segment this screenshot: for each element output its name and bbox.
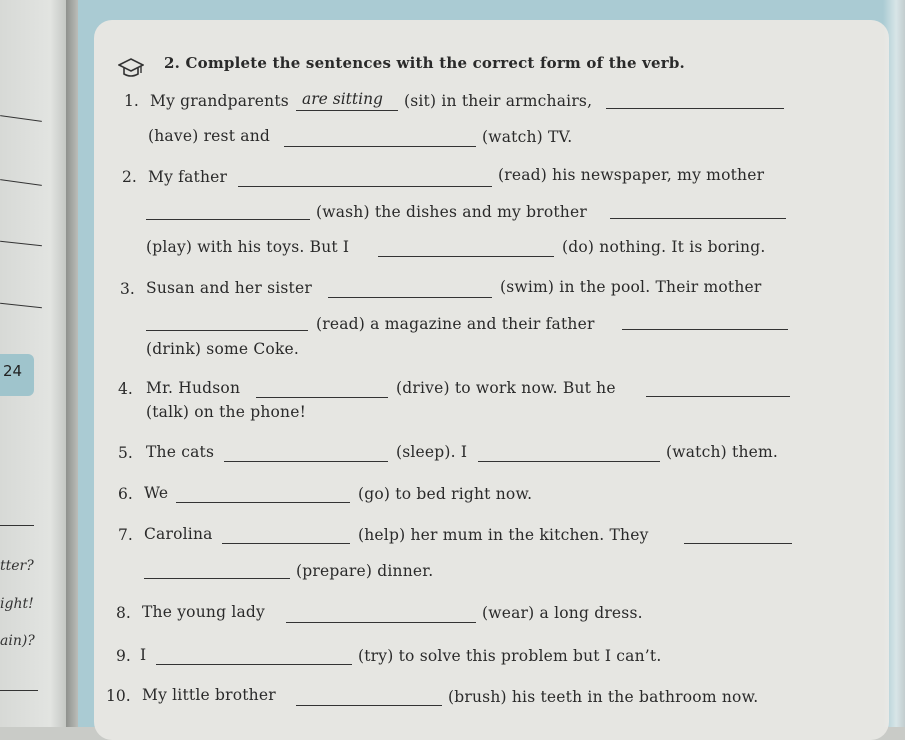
answer-blank[interactable] xyxy=(238,186,492,187)
page-number: 24 xyxy=(3,362,23,380)
item-text: Carolina xyxy=(144,525,213,543)
item-number: 7. xyxy=(118,526,133,544)
item-text: My grandparents xyxy=(150,92,289,110)
item-text: (help) her mum in the kitchen. They xyxy=(358,526,649,544)
answer-blank[interactable] xyxy=(684,543,792,544)
item-text: (wash) the dishes and my brother xyxy=(316,203,587,221)
item-text: Susan and her sister xyxy=(146,279,312,297)
item-text: The cats xyxy=(146,443,215,461)
item-text: (try) to solve this problem but I can’t. xyxy=(358,647,662,665)
answer-blank[interactable] xyxy=(224,461,388,462)
left-answer-line xyxy=(0,303,42,308)
item-text: (swim) in the pool. Their mother xyxy=(500,278,762,296)
answer-blank[interactable] xyxy=(156,664,352,665)
item-text: I xyxy=(140,646,147,664)
answer-blank[interactable] xyxy=(606,108,784,109)
left-answer-line xyxy=(0,115,42,122)
item-text: (sleep). I xyxy=(396,443,468,461)
answer-blank[interactable] xyxy=(378,256,554,257)
left-answer-line xyxy=(0,241,42,246)
answer-blank[interactable] xyxy=(146,219,310,220)
answer-blank[interactable] xyxy=(222,543,350,544)
answer-blank[interactable] xyxy=(328,297,492,298)
answer-blank[interactable] xyxy=(256,397,388,398)
item-number: 10. xyxy=(106,687,131,705)
graduation-cap-icon xyxy=(118,56,144,80)
item-text: We xyxy=(144,484,169,502)
item-text: (drink) some Coke. xyxy=(146,340,300,358)
left-text-fragment: ight! xyxy=(0,596,34,612)
answer-blank[interactable] xyxy=(286,622,476,623)
left-answer-line xyxy=(0,179,42,186)
item-text: (read) his newspaper, my mother xyxy=(498,166,765,184)
answer-blank[interactable] xyxy=(646,396,790,397)
item-text: (play) with his toys. But I xyxy=(146,238,350,256)
item-text: (have) rest and xyxy=(148,127,271,145)
left-text-fragment: tter? xyxy=(0,558,34,574)
answer-blank[interactable] xyxy=(296,705,442,706)
item-number: 5. xyxy=(118,444,133,462)
item-text: My father xyxy=(148,168,228,186)
item-text: (wear) a long dress. xyxy=(482,604,643,622)
item-text: (brush) his teeth in the bathroom now. xyxy=(448,688,759,706)
left-answer-line xyxy=(0,690,38,691)
item-number: 8. xyxy=(116,604,131,622)
left-text-fragment: ain)? xyxy=(0,633,35,649)
plastic-sleeve-edge xyxy=(883,0,905,727)
answer-blank[interactable] xyxy=(146,330,308,331)
item-number: 4. xyxy=(118,380,133,398)
answer-blank[interactable] xyxy=(622,329,788,330)
item-number: 3. xyxy=(120,280,135,298)
item-text: (do) nothing. It is boring. xyxy=(562,238,766,256)
item-number: 1. xyxy=(124,92,139,110)
answer-blank[interactable] xyxy=(284,146,476,147)
item-text: (drive) to work now. But he xyxy=(396,379,616,397)
answer-blank[interactable] xyxy=(296,110,398,111)
item-number: 9. xyxy=(116,647,131,665)
left-answer-line xyxy=(0,525,34,526)
item-text: (watch) TV. xyxy=(482,128,573,146)
item-number: 6. xyxy=(118,485,133,503)
item-text: (go) to bed right now. xyxy=(358,485,533,503)
item-text: (sit) in their armchairs, xyxy=(404,92,593,110)
answer-blank[interactable] xyxy=(610,218,786,219)
item-text: The young lady xyxy=(142,603,266,621)
item-text: (read) a magazine and their father xyxy=(316,315,595,333)
filled-answer: are sitting xyxy=(302,90,383,108)
exercise-title: 2. Complete the sentences with the correct form of the verb. xyxy=(164,54,685,72)
item-text: (prepare) dinner. xyxy=(296,562,434,580)
item-number: 2. xyxy=(122,168,137,186)
item-text: (talk) on the phone! xyxy=(146,403,307,421)
item-text: My little brother xyxy=(142,686,276,704)
item-text: Mr. Hudson xyxy=(146,379,241,397)
left-facing-page xyxy=(0,0,72,727)
answer-blank[interactable] xyxy=(144,578,290,579)
page-number-tab xyxy=(0,354,34,396)
answer-blank[interactable] xyxy=(176,502,350,503)
answer-blank[interactable] xyxy=(478,461,660,462)
item-text: (watch) them. xyxy=(666,443,779,461)
